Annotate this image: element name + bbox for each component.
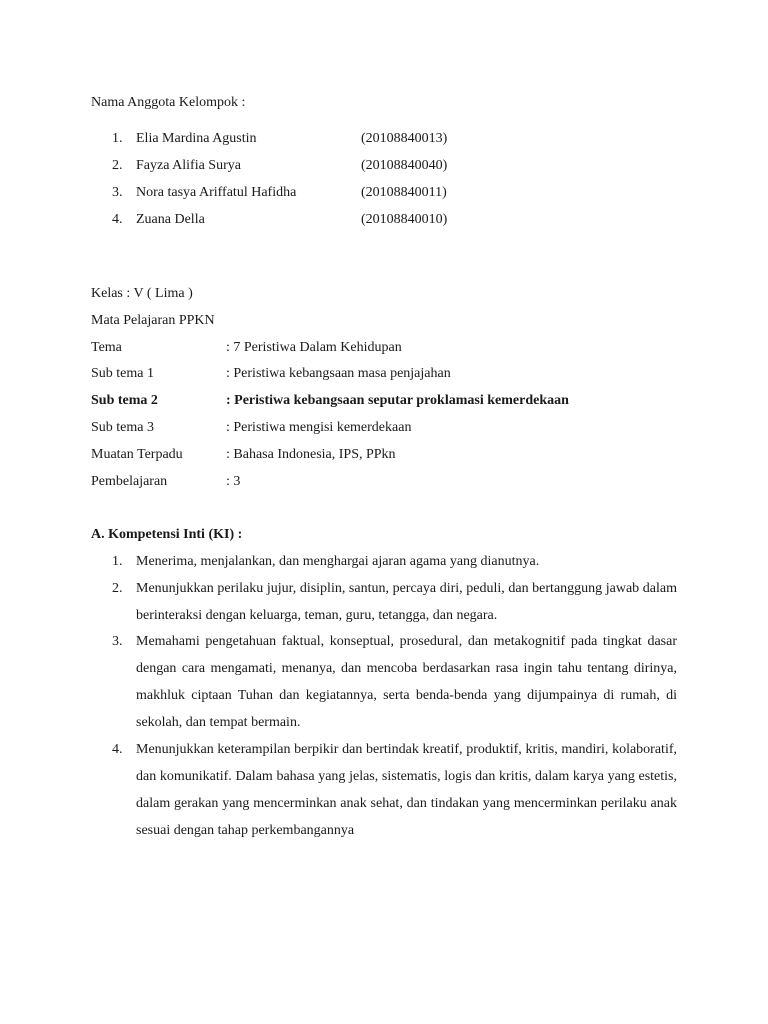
info-label: Tema bbox=[91, 340, 122, 355]
class-line: Kelas : V ( Lima ) bbox=[91, 286, 193, 301]
ki-heading: A. Kompetensi Inti (KI) : bbox=[91, 527, 243, 542]
info-label: Muatan Terpadu bbox=[91, 447, 183, 462]
ki-text: Menunjukkan keterampilan berpikir dan bertindak kreatif, produktif, kritis, mandiri, kolaboratif, dan komunikatif. Dalam bahasa yang jelas, sistematis, logis dan kritis, dalam karya yang estetis, dalam gerakan yang mencerminkan anak sehat, dan tindakan yang mencerminkan perilaku anak sesuai dengan tahap perkembangannya bbox=[136, 742, 677, 838]
ki-number: 2. bbox=[112, 581, 123, 596]
info-label: Sub tema 2 bbox=[91, 393, 158, 408]
subject-line: Mata Pelajaran PPKN bbox=[91, 313, 215, 328]
member-nim: (20108840011) bbox=[361, 185, 447, 200]
info-value: : Peristiwa kebangsaan seputar proklamasi kemerdekaan bbox=[226, 393, 569, 408]
member-nim: (20108840010) bbox=[361, 212, 448, 227]
member-name: Elia Mardina Agustin bbox=[136, 131, 257, 146]
ki-text: Menunjukkan perilaku jujur, disiplin, santun, percaya diri, peduli, dan bertanggung jawab dalam berinteraksi dengan keluarga, teman, guru, tetangga, dan negara. bbox=[136, 581, 677, 623]
info-label: Sub tema 3 bbox=[91, 420, 154, 435]
ki-number: 4. bbox=[112, 742, 123, 757]
member-name: Nora tasya Ariffatul Hafidha bbox=[136, 185, 297, 200]
member-number: 4. bbox=[112, 212, 123, 227]
group-heading: Nama Anggota Kelompok : bbox=[91, 95, 246, 110]
ki-number: 3. bbox=[112, 634, 123, 649]
info-label: Pembelajaran bbox=[91, 474, 168, 489]
info-value: : 3 bbox=[226, 474, 241, 489]
member-name: Zuana Della bbox=[136, 212, 205, 227]
info-value: : Peristiwa mengisi kemerdekaan bbox=[226, 420, 412, 435]
member-number: 1. bbox=[112, 131, 123, 146]
member-number: 3. bbox=[112, 185, 123, 200]
member-nim: (20108840040) bbox=[361, 158, 448, 173]
ki-number: 1. bbox=[112, 554, 123, 569]
info-value: : Peristiwa kebangsaan masa penjajahan bbox=[226, 366, 451, 381]
member-number: 2. bbox=[112, 158, 123, 173]
info-value: : 7 Peristiwa Dalam Kehidupan bbox=[226, 340, 402, 355]
member-nim: (20108840013) bbox=[361, 131, 448, 146]
info-label: Sub tema 1 bbox=[91, 366, 154, 381]
info-value: : Bahasa Indonesia, IPS, PPkn bbox=[226, 447, 396, 462]
ki-text: Menerima, menjalankan, dan menghargai ajaran agama yang dianutnya. bbox=[136, 554, 540, 569]
ki-text: Memahami pengetahuan faktual, konseptual, prosedural, dan metakognitif pada tingkat dasar dengan cara mengamati, menanya, dan mencoba berdasarkan rasa ingin tahu tentang dirinya, makhluk ciptaan Tuhan dan kegiatannya, serta benda-benda yang dijumpainya di rumah, di sekolah, dan tempat bermain. bbox=[136, 634, 677, 730]
member-name: Fayza Alifia Surya bbox=[136, 158, 241, 173]
